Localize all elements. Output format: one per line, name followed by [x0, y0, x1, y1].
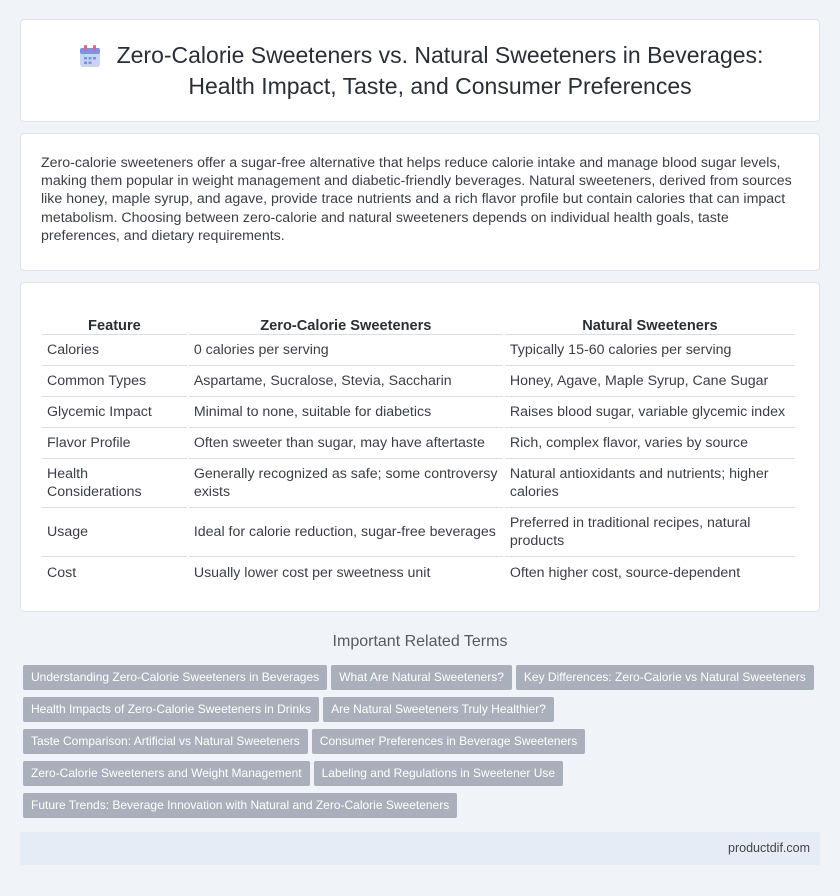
related-terms-list: [23, 665, 823, 825]
title-card: [20, 19, 820, 122]
table-cell: Flavor Profile: [42, 428, 187, 459]
table-cell: 0 calories per serving: [189, 335, 503, 366]
comparison-table-card: [20, 282, 820, 612]
table-cell: Natural antioxidants and nutrients; higher calories: [505, 459, 795, 508]
related-term-tag[interactable]: Taste Comparison: Artificial vs Natural Sweeteners: [23, 729, 308, 754]
table-cell: Often higher cost, source-dependent: [509, 564, 741, 581]
related-term-tag[interactable]: Future Trends: Beverage Innovation with Natural and Zero-Calorie Sweeteners: [23, 793, 457, 818]
table-cell: Cost: [47, 564, 77, 581]
table-cell: Generally recognized as safe; some controversy exists: [189, 459, 503, 508]
table-row: [42, 335, 795, 366]
table-cell: Rich, complex flavor, varies by source: [505, 428, 795, 459]
table-cell: Preferred in traditional recipes, natural products: [505, 508, 795, 557]
table-row: [42, 508, 795, 557]
table-cell: Minimal to none, suitable for diabetics: [189, 397, 503, 428]
summary-text: Zero-calorie sweeteners offer a sugar-free alternative that helps reduce calorie intake and manage blood sugar levels, making them popular in weight management and diabetic-friendly beverages. Natural sweeteners, derived from sources like honey, maple syrup, and agave, provide trace nutrients and a rich flavor profile but contain calories that can impact metabolism. Choosing between zero-calorie and natural sweeteners depends on individual health goals, taste preferences, and dietary requirements.: [41, 155, 792, 244]
table-cell: Often sweeter than sugar, may have aftertaste: [189, 428, 503, 459]
table-header-row: [42, 303, 795, 335]
header-feature: Feature: [42, 303, 187, 335]
related-term-tag[interactable]: Key Differences: Zero-Calorie vs Natural Sweeteners: [516, 665, 814, 690]
calendar-icon: [77, 43, 103, 69]
footer-site-link[interactable]: productdif.com: [728, 841, 810, 855]
table-row: [42, 366, 795, 397]
related-term-tag[interactable]: Zero-Calorie Sweeteners and Weight Management: [23, 761, 310, 786]
related-term-tag[interactable]: Understanding Zero-Calorie Sweeteners in Beverages: [23, 665, 327, 690]
table-row: [42, 459, 795, 508]
header-zero-calorie: Zero-Calorie Sweeteners: [189, 303, 503, 335]
table-cell: Raises blood sugar, variable glycemic index: [505, 397, 795, 428]
header-natural: Natural Sweeteners: [505, 303, 795, 335]
table-cell: Common Types: [42, 366, 187, 397]
table-cell: Health Considerations: [42, 459, 187, 508]
related-terms-title: Important Related Terms: [332, 633, 508, 650]
table-row: [42, 397, 795, 428]
page-title-line-2: Health Impact, Taste, and Consumer Preferences: [188, 72, 692, 99]
related-term-tag[interactable]: Consumer Preferences in Beverage Sweeteners: [312, 729, 585, 754]
footer: [20, 832, 820, 865]
related-term-tag[interactable]: What Are Natural Sweeteners?: [331, 665, 512, 690]
table-cell: Ideal for calorie reduction, sugar-free beverages: [189, 508, 503, 557]
table-cell: Glycemic Impact: [42, 397, 187, 428]
page-title-line-1: Zero-Calorie Sweeteners vs. Natural Sweeteners in Beverages:: [116, 41, 764, 68]
related-term-tag[interactable]: Are Natural Sweeteners Truly Healthier?: [323, 697, 554, 722]
related-term-tag[interactable]: Labeling and Regulations in Sweetener Use: [314, 761, 564, 786]
comparison-table: [40, 303, 797, 588]
related-term-tag[interactable]: Health Impacts of Zero-Calorie Sweeteners in Drinks: [23, 697, 319, 722]
table-cell: Honey, Agave, Maple Syrup, Cane Sugar: [505, 366, 795, 397]
table-row: [42, 428, 795, 459]
summary-card: [20, 133, 820, 271]
page-title: [117, 40, 764, 102]
table-cell: Usage: [42, 508, 187, 557]
table-cell: Typically 15-60 calories per serving: [505, 335, 795, 366]
table-cell: Aspartame, Sucralose, Stevia, Saccharin: [189, 366, 503, 397]
table-cell: Usually lower cost per sweetness unit: [193, 564, 431, 581]
table-row: [42, 557, 795, 588]
table-cell: Calories: [42, 335, 187, 366]
